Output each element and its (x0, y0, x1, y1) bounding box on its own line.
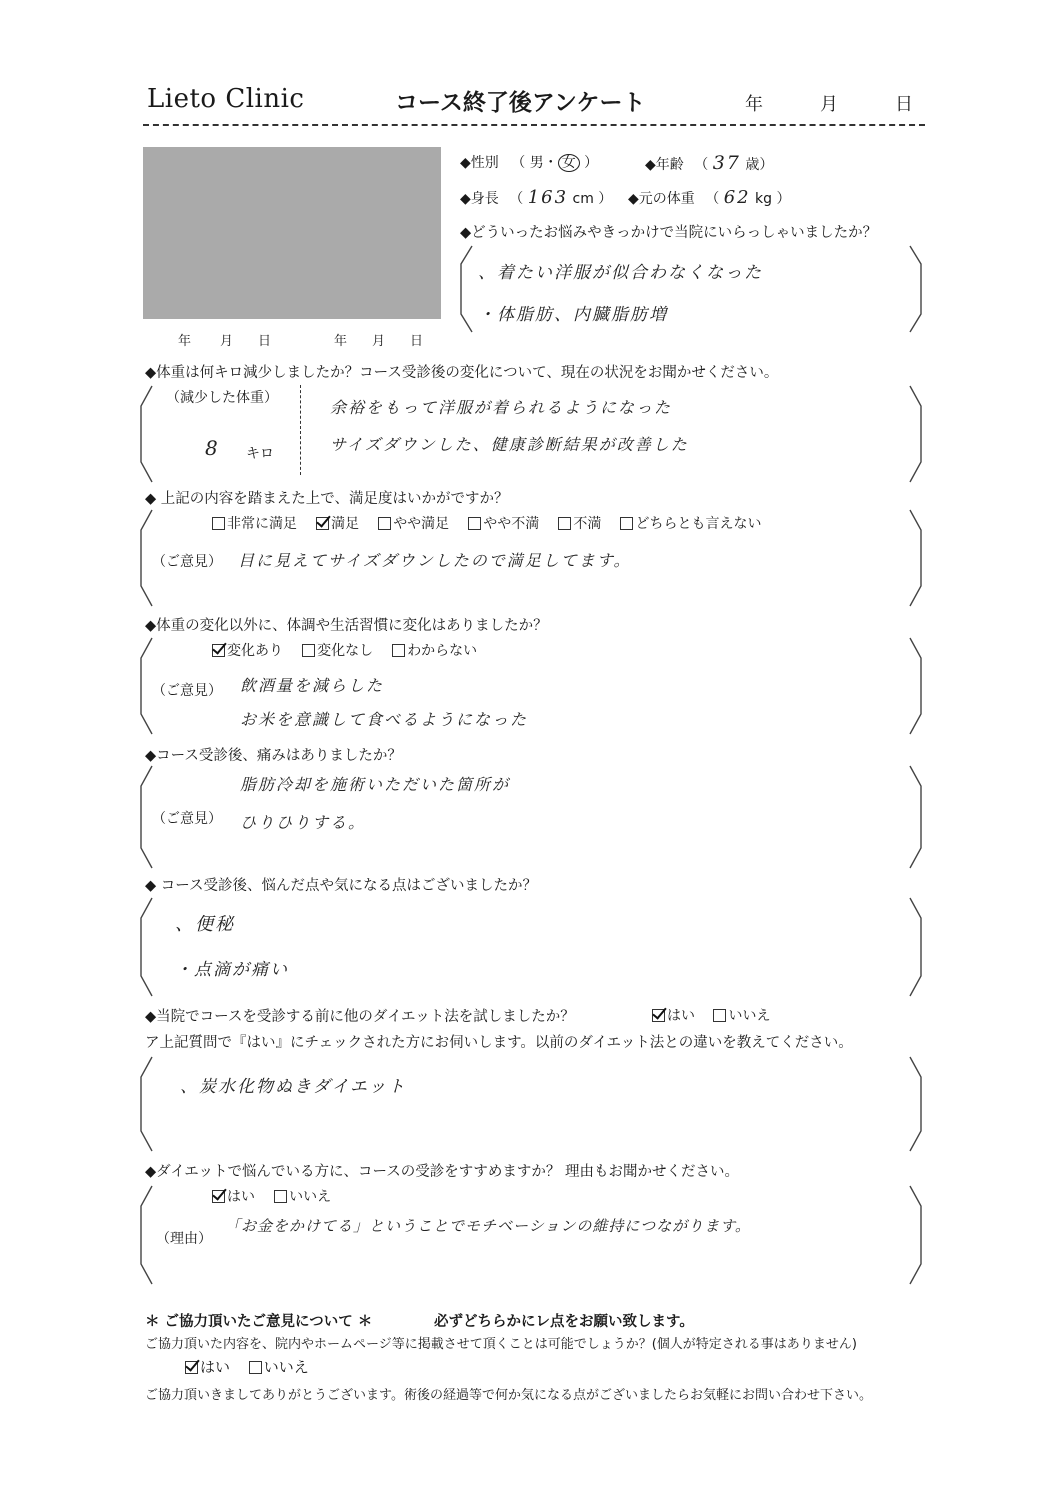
q-other-diet-answer[interactable]: 、炭水化物ぬきダイエット (180, 1077, 407, 1097)
header-day: 日 (895, 94, 913, 115)
recommend-yes[interactable] (212, 1186, 255, 1206)
photo-before-day: 日 (258, 334, 272, 349)
satisfaction-somewhat-dissatisfied-checkbox[interactable] (468, 517, 481, 530)
weight-open: （ (705, 191, 720, 207)
q-weight-answer-2[interactable]: サイズダウンした、健康診断結果が改善した (330, 435, 689, 454)
reduced-weight-label: （減少した体重） (166, 390, 278, 406)
q-reason-bracket-right (908, 244, 924, 334)
q-concern-answer-1[interactable]: 、便秘 (175, 914, 235, 935)
recommend-no-checkbox[interactable] (274, 1190, 287, 1203)
satisfaction-satisfied-checkbox[interactable] (316, 517, 329, 530)
lifestyle-comment-2[interactable]: お米を意識して食べるようになった (240, 710, 529, 729)
other-diet-no[interactable] (713, 1005, 770, 1025)
gender-label: ◆性別 (460, 155, 499, 171)
q-concern-bracket-right (908, 896, 924, 998)
satisfaction-neutral-checkbox[interactable] (620, 517, 633, 530)
weight-field (628, 187, 791, 208)
satisfaction-somewhat-dissatisfied-label: やや不満 (483, 516, 540, 532)
q-concern-answer-2[interactable]: ・点滴が痛い (175, 960, 289, 980)
satisfaction-dissatisfied-label: 不満 (573, 516, 602, 532)
recommend-yes-label: はい (227, 1189, 255, 1205)
satisfaction-very-satisfied-label: 非常に満足 (227, 516, 297, 532)
satisfaction-somewhat-dissatisfied[interactable] (468, 513, 539, 533)
footer-note: 必ずどちらかにレ点をお願い致します。 (434, 1314, 694, 1330)
q-pain-question: ◆コース受診後、痛みはありましたか？ (145, 748, 402, 764)
footer-thanks: ご協力頂いきましてありがとうございます。術後の経過等で何か気になる点がございましたらお気軽にお問い合わせ下さい。 (145, 1388, 872, 1403)
satisfaction-very-satisfied[interactable] (212, 513, 297, 533)
q-lifestyle-question: ◆体重の変化以外に、体調や生活習慣に変化はありましたか？ (145, 618, 548, 634)
satisfaction-dissatisfied-checkbox[interactable] (558, 517, 571, 530)
weight-label: ◆元の体重 (628, 191, 695, 207)
age-value[interactable]: 37 (712, 152, 741, 174)
satisfaction-somewhat-satisfied[interactable] (378, 513, 449, 533)
consent-no-label: いいえ (263, 1358, 309, 1376)
gender-male[interactable]: 男 (529, 155, 544, 171)
gender-field (460, 152, 598, 172)
q-reason-question: ◆どういったお悩みやきっかけで当院にいらっしゃいましたか？ (460, 225, 878, 241)
gender-open: （ (511, 155, 526, 171)
q-weight-bracket-right (908, 384, 924, 484)
photo-after-month: 月 (372, 334, 386, 349)
form-title: コース終了後アンケート (395, 90, 646, 116)
recommend-no-label: いいえ (289, 1189, 332, 1205)
other-diet-options (652, 1005, 784, 1025)
q-weight-answer-1[interactable]: 余裕をもって洋服が着られるようになった (330, 398, 673, 417)
lifestyle-options (212, 640, 491, 660)
q-reason-answer-1[interactable]: 、着たい洋服が似合わなくなった (478, 263, 763, 283)
height-open: （ (509, 191, 524, 207)
weight-unit: kg ） (755, 191, 791, 207)
recommend-options (212, 1186, 345, 1206)
q-weight-question: ◆体重は何キロ減少しましたか？コース受診後の変化について、現在の状況をお聞かせください。 (145, 365, 779, 381)
q-other-diet-question: ◆当院でコースを受診する前に他のダイエット法を試しましたか？ (145, 1009, 575, 1025)
other-diet-yes[interactable] (652, 1005, 695, 1025)
q-satisfaction-bracket-right (908, 508, 924, 608)
age-field (645, 152, 773, 174)
consent-yes-label: はい (200, 1358, 231, 1376)
recommend-no[interactable] (274, 1186, 331, 1206)
q-recommend-bracket-left (138, 1184, 154, 1286)
lifestyle-comment-label: （ご意見） (152, 683, 222, 699)
consent-question: ご協力頂いた内容を、院内やホームページ等に掲載させて頂くことは可能でしょうか？(個人が特定される事はありません) (145, 1337, 857, 1352)
satisfaction-somewhat-satisfied-checkbox[interactable] (378, 517, 391, 530)
q-other-diet-followup: ア上記質問で『はい』にチェックされた方にお伺いします。以前のダイエット法との違いを教えてください。 (145, 1035, 853, 1051)
recommend-reason[interactable]: 「お金をかけてる」ということでモチベーションの維持につながります。 (225, 1217, 751, 1235)
lifestyle-unchanged[interactable] (302, 640, 373, 660)
satisfaction-very-satisfied-checkbox[interactable] (212, 517, 225, 530)
q-concern-question: ◆ コース受診後、悩んだ点や気になる点はございましたか？ (145, 878, 538, 894)
reduced-weight-unit: キロ (246, 446, 274, 462)
consent-yes[interactable] (185, 1356, 230, 1377)
satisfaction-satisfied-label: 満足 (331, 516, 360, 532)
satisfaction-neutral-label: どちらとも言えない (635, 516, 762, 532)
satisfaction-dissatisfied[interactable] (558, 513, 601, 533)
photo-after-year: 年 (334, 334, 348, 349)
photo-before-month: 月 (220, 334, 234, 349)
header-divider (143, 124, 925, 126)
photo-before-after (143, 147, 441, 319)
header-month: 月 (820, 94, 838, 115)
lifestyle-unchanged-label: 変化なし (317, 643, 374, 659)
photo-before-year: 年 (178, 334, 192, 349)
age-open: （ (694, 157, 709, 173)
q-weight-bracket-left (138, 384, 154, 484)
lifestyle-unknown-checkbox[interactable] (392, 644, 405, 657)
height-unit: cm ） (572, 191, 613, 207)
q-concern-bracket-left (138, 896, 154, 998)
lifestyle-changed[interactable] (212, 640, 283, 660)
satisfaction-neutral[interactable] (620, 513, 761, 533)
q-other-diet-bracket-left (138, 1055, 154, 1153)
height-field (460, 187, 612, 208)
satisfaction-comment-label: （ご意見） (152, 554, 222, 570)
header-year: 年 (745, 94, 763, 115)
lifestyle-unchanged-checkbox[interactable] (302, 644, 315, 657)
other-diet-no-checkbox[interactable] (713, 1009, 726, 1022)
q-recommend-bracket-right (908, 1184, 924, 1286)
q-reason-bracket-left (458, 244, 474, 334)
pain-comment-2[interactable]: ひりひりする。 (240, 813, 367, 832)
q-reason-answer-2[interactable]: ・体脂肪、内臓脂肪増 (478, 305, 668, 325)
age-label: ◆年齢 (645, 157, 684, 173)
satisfaction-comment[interactable]: 目に見えてサイズダウンしたので満足してます。 (238, 551, 632, 570)
lifestyle-unknown[interactable] (392, 640, 477, 660)
consent-no-checkbox[interactable] (249, 1361, 262, 1374)
pain-comment-1[interactable]: 脂肪冷却を施術いただいた箇所が (240, 775, 511, 794)
q-satisfaction-question: ◆ 上記の内容を踏まえた上で、満足度はいかがですか？ (145, 491, 509, 507)
lifestyle-comment-1[interactable]: 飲酒量を減らした (240, 676, 385, 695)
consent-yes-checkbox[interactable] (185, 1361, 198, 1374)
reduced-weight-value[interactable]: 8 (205, 436, 220, 460)
other-diet-no-label: いいえ (728, 1008, 771, 1024)
clinic-logo: Lieto Clinic (147, 84, 305, 114)
height-label: ◆身長 (460, 191, 499, 207)
gender-close: ） (584, 155, 599, 171)
footer-heading: ＊ ご協力頂いたご意見について ＊ (145, 1314, 373, 1330)
weight-value[interactable]: 62 (723, 187, 751, 208)
satisfaction-somewhat-satisfied-label: やや満足 (393, 516, 450, 532)
q-other-diet-bracket-right (908, 1055, 924, 1153)
gender-sep: ・ (543, 155, 558, 171)
q-lifestyle-bracket-right (908, 636, 924, 736)
lifestyle-changed-checkbox[interactable] (212, 644, 225, 657)
photo-after-day: 日 (410, 334, 424, 349)
recommend-reason-label: （理由） (156, 1231, 212, 1247)
consent-options (185, 1356, 323, 1377)
satisfaction-options (212, 513, 775, 533)
pain-comment-label: （ご意見） (152, 811, 222, 827)
consent-no[interactable] (249, 1356, 309, 1377)
recommend-yes-checkbox[interactable] (212, 1190, 225, 1203)
satisfaction-satisfied[interactable] (316, 513, 359, 533)
other-diet-yes-label: はい (667, 1008, 695, 1024)
weight-divider (300, 385, 301, 475)
lifestyle-unknown-label: わからない (407, 643, 478, 659)
q-pain-bracket-right (908, 764, 924, 870)
height-value[interactable]: 163 (527, 187, 569, 208)
age-unit: 歳） (745, 157, 774, 173)
gender-female-selected[interactable]: 女 (558, 154, 580, 172)
lifestyle-changed-label: 変化あり (227, 643, 283, 659)
other-diet-yes-checkbox[interactable] (652, 1009, 665, 1022)
q-recommend-question: ◆ダイエットで悩んでいる方に、コースの受診をすすめますか？ 理由もお聞かせください。 (145, 1164, 740, 1180)
